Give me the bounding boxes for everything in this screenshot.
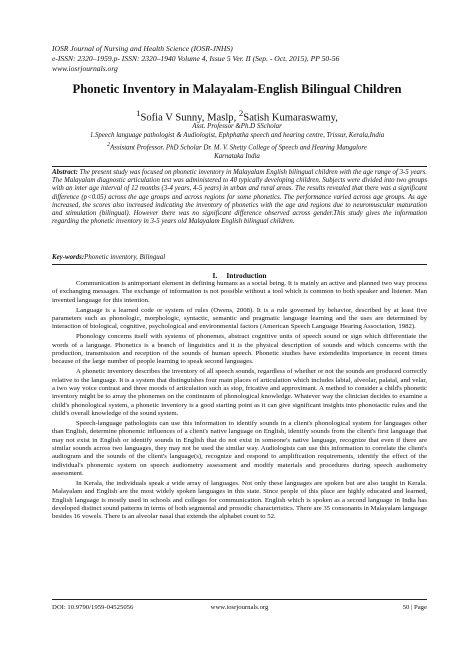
author1-name: Sofia V Sunny, Maslp,	[140, 112, 239, 124]
author-line	[40, 107, 434, 125]
paragraph: Language is a learned code or system of rules (Owens, 2008). It is a rule governed by behavior, described by at least five parameters such as phonologic, morphologic, syntactic, semantic and pragmatic language learning and the uses are determined by interaction of biological, cognitive, psychological and environmental factors (American Speech Language Hearing Association, 1982).	[52, 306, 427, 331]
affiliation-superscript: 2	[107, 141, 111, 148]
journal-header	[52, 44, 432, 74]
abstract	[52, 169, 427, 226]
abstract-bottom-rule	[52, 264, 427, 265]
abstract-text: The present study was focused on phonetic inventory in Malayalam English bilingual children with the age range of 3-5 years. The Malayalam diagnostic articulation test was administered to 40 typically developing children. Subjects were divided into two groups with an inter age interval of 12 months (3-4 years, 4-5 years) in urban and rural areas. The results revealed that there was a significant difference (p<0.05) across the age groups and across regions for some phonetics. The performance varied across age groups. As age increased, the scores also increased indicating the inventory of phonetics with the age and regions due to neuromuscular maturation and stimulation (bilingual). However there was no significant difference observed across gender.This study gives the information regarding the phonetic inventory in 3-5 years old Malayalam English bilingual children.	[52, 169, 427, 226]
section-title: Introduction	[226, 271, 267, 280]
journal-issn: e-ISSN: 2320–1959.p- ISSN: 2320–1940 Volume 4, Issue 5 Ver. II (Sep. - Oct. 2015), PP 50-56	[52, 54, 340, 63]
section-heading	[52, 271, 427, 280]
keywords-text: Phonetic inventory, Bilingual	[84, 254, 166, 261]
keywords	[52, 253, 427, 262]
journal-site: www.iosrjournals.org	[52, 64, 118, 73]
body-text	[52, 280, 427, 523]
affiliations	[40, 123, 434, 161]
affiliation-line-2	[40, 141, 434, 153]
page-footer	[52, 599, 427, 614]
abstract-label: Abstract:	[52, 169, 78, 176]
author1-superscript: 1	[136, 108, 141, 118]
section-number: I.	[212, 271, 218, 280]
footer-doi: DOI: 10.9790/1959-04525056	[52, 604, 134, 611]
affiliation-line: Karnataka India	[214, 152, 260, 160]
paragraph: Phonology concerns itself with systems of phonemes, abstract cognitive units of speech sound or sign which differentiate the words of a language. Phonetics is a branch of linguistics and it is the physical description of sounds and which concerns with the production, transmission and reception of the sounds of human speech. Phonetic studies have extendedits importance in recent times because of the large number of people learning to speak second languages.	[52, 333, 427, 366]
abstract-top-rule	[52, 166, 427, 167]
footer-url[interactable]: www.iosrjournals.org	[210, 604, 269, 611]
author2-superscript: 2	[238, 108, 244, 118]
journal-name: IOSR Journal of Nursing and Health Science (IOSR-JNHS)	[52, 44, 233, 53]
author2-name: Satish Kumaraswamy,	[243, 112, 338, 124]
affiliation-line: Asst. Professor &Ph.D SScholar	[192, 123, 282, 130]
paragraph: Communication is animportant element in defining humans as a social being. It is mainly an active and planned two way process of exchanging messages. The exchange of information is not possible without a tool which is common to both speaker and listener. Man invented language for this intention.	[52, 280, 427, 304]
paragraph: Speech-language pathologists can use this information to identify sounds in a client's phonological system for languages other than English, determine phonemic influences of a client's native language on English, identify sounds from the client's first language that may not exist in English or identify sounds in English that do not exist in someone's native language, recognize that even if there are similar sounds across two languages, they may not be used the similar way. Audiologists can use this information to correlate the client's audiogram and the sounds of the client's language(s), recognize and respond to amplification requirements, identify the effect of the individual's phonemic system on speech audiometry assessment and modify materials and procedures during speech audiometry assessment.	[52, 419, 427, 477]
footer-page-number: 50 | Page	[402, 604, 427, 611]
keywords-label: Key-words:	[52, 254, 85, 261]
affiliation-line: 1.Speech language pathologist & Audiologist, Ephphatha speech and hearing centre, Trissur, Kerala,India	[89, 131, 385, 139]
affiliation-text: Assistant Professor, PhD Scholar Dr. M. V. Shetty College of Speech and Hearing Mangalore	[110, 143, 367, 151]
paragraph: In Kerala, the individuals speak a wide array of languages. Not only these languages are spoken but are also taught in Kerala. Malayalam and English are the most widely spoken languages in this state. Since people of this place are highly educated and learned, English language is mostly used in schools and colleges for communication. English which is spoken as a second language in India has developed distinct sound patterns in terms of both segmental and prosodic characteristics. There are 35 consonants in Malayalam language besides 16 vowels. There is an alveolar nasal that extends the alphabet count to 52.	[52, 479, 427, 521]
paragraph: A phonetic inventory describes the inventory of all speech sounds, regardless of whether or not the sounds are produced correctly relative to the language. It is a system that distinguishes four main places of articulation which includes labial, alveolar, palatal, and velar, a two way voice contrast and three moods of articulation such as stop, fricative and approximant. A method to consider a child's phonetic inventory might be to array the phonemes on the continuum of phonological knowledge. Whatever way the clinician decides to examine a child's phonological system, a phonetic inventory is a good starting point as it can give significant insights into phonotactic rules and the child's overall knowledge of the sound system.	[52, 368, 427, 417]
paper-title: Phonetic Inventory in Malayalam-English Bilingual Children	[72, 82, 402, 96]
